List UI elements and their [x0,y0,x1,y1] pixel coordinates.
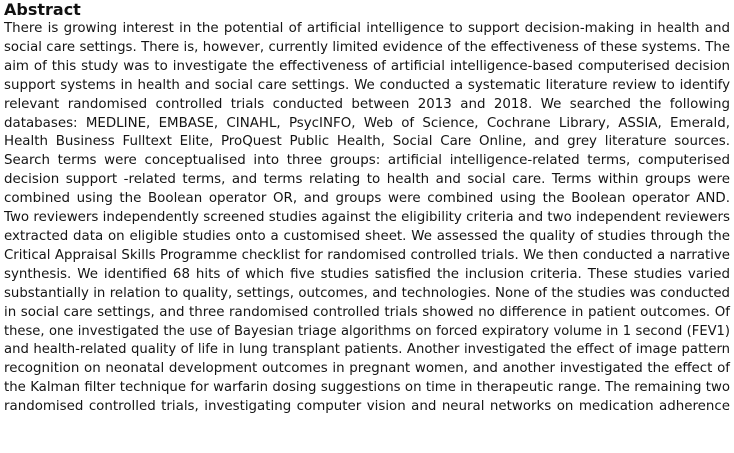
abstract-line: support systems in health and social care settings. We conducted a systematic literature review to identify [4,77,730,93]
abstract-line: extracted data on eligible studies onto a customised sheet. We assessed the quality of studies through the [4,228,730,244]
abstract-body [4,20,730,417]
abstract-line: relevant randomised controlled trials conducted between 2013 and 2018. We searched the following [4,96,730,112]
abstract-section [4,0,730,417]
abstract-line: decision support -related terms, and terms relating to health and social care. Terms within groups were [4,172,730,188]
abstract-line: synthesis. We identified 68 hits of which five studies satisfied the inclusion criteria. These studies varied [4,266,730,282]
abstract-line: the Kalman filter technique for warfarin dosing suggestions on time in therapeutic range. The remaining two [4,380,730,396]
abstract-line: Search terms were conceptualised into three groups: artificial intelligence-related terms, computerised [4,153,730,169]
abstract-line: Critical Appraisal Skills Programme checklist for randomised controlled trials. We then conducted a narrative [4,247,730,263]
abstract-line: in social care settings, and three randomised controlled trials showed no difference in patient outcomes. Of [4,304,730,320]
abstract-line: Health Business Fulltext Elite, ProQuest Public Health, Social Care Online, and grey literature sources. [4,134,730,150]
abstract-line: randomised controlled trials, investigating computer vision and neural networks on medication adherence [4,399,730,415]
abstract-line: substantially in relation to quality, settings, outcomes, and technologies. None of the studies was conducted [4,285,730,301]
abstract-line: aim of this study was to investigate the effectiveness of artificial intelligence-based computerised decision [4,58,730,74]
abstract-line: There is growing interest in the potential of artificial intelligence to support decision-making in health and [4,21,730,36]
abstract-line: databases: MEDLINE, EMBASE, CINAHL, PsycINFO, Web of Science, Cochrane Library, ASSIA, Emerald, [4,115,730,131]
abstract-line: social care settings. There is, however, currently limited evidence of the effectiveness of these systems. The [4,39,730,55]
abstract-line: Two reviewers independently screened studies against the eligibility criteria and two independent reviewers [4,210,730,226]
abstract-line: and health-related quality of life in lung transplant patients. Another investigated the effect of image pattern [4,342,730,358]
abstract-line: combined using the Boolean operator OR, and groups were combined using the Boolean operator AND. [4,191,730,207]
abstract-heading: Abstract [4,0,81,19]
abstract-line: these, one investigated the use of Bayesian triage algorithms on forced expiratory volume in 1 second (FEV1) [4,323,730,339]
abstract-line: recognition on neonatal development outcomes in pregnant women, and another investigated the effect of [4,361,730,377]
